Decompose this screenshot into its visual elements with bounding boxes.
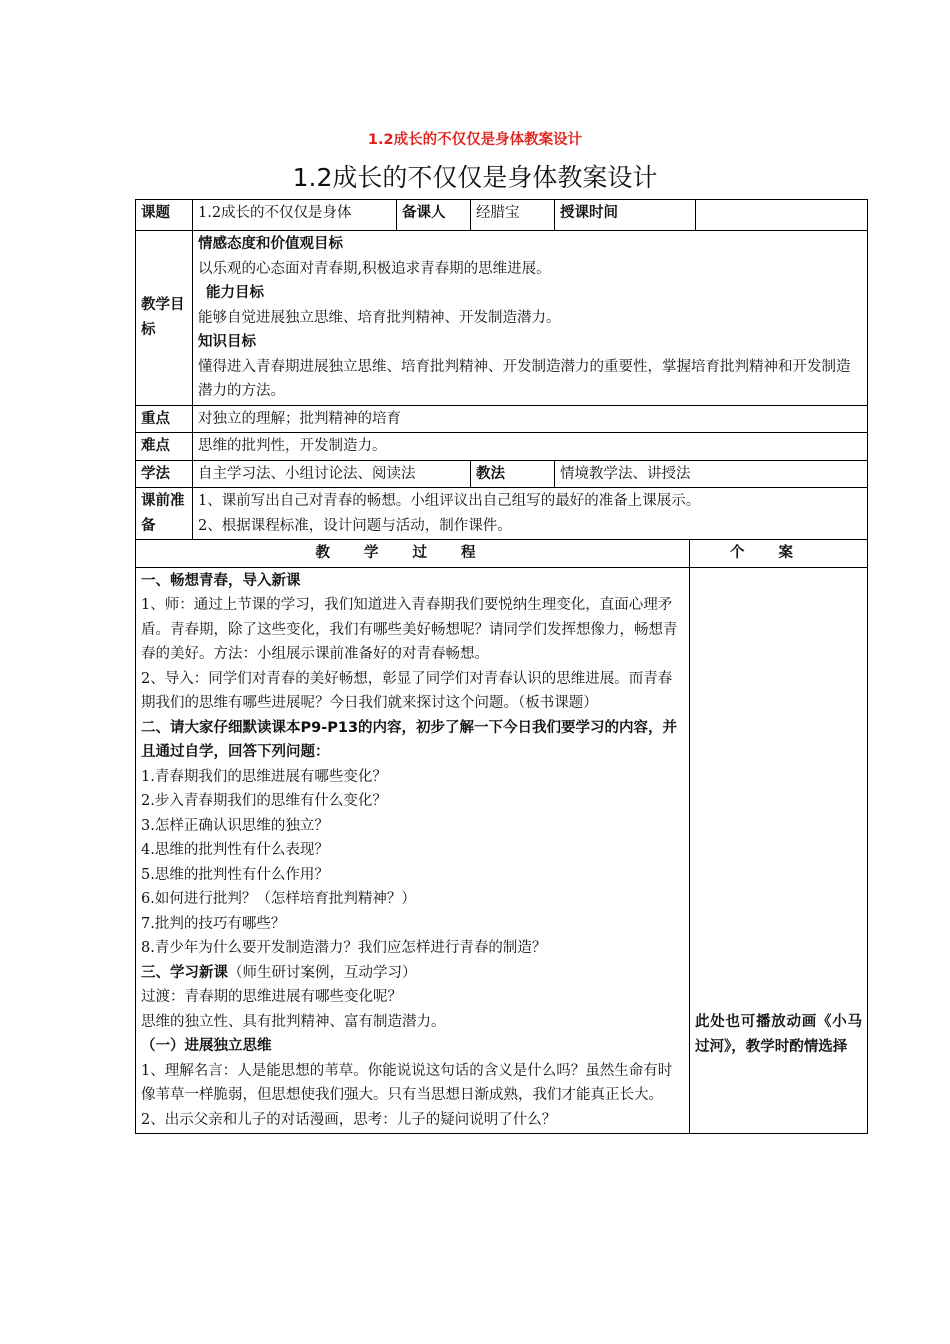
question-4: 4.思维的批判性有什么表现？ [141, 842, 329, 858]
study-method-label: 学法 [136, 460, 193, 488]
question-2: 2.步入青春期我们的思维有什么变化？ [141, 793, 387, 809]
knowledge-goal-title: 知识目标 [198, 334, 256, 350]
ability-goal-text: 能够自觉进展独立思维、培育批判精神、开发制造潜力。 [198, 309, 561, 326]
question-1: 1.青春期我们的思维进展有哪些变化？ [141, 768, 387, 785]
question-8: 8.青少年为什么要开发制造潜力？我们应怎样进行青春的制造？ [141, 940, 547, 956]
process-row [136, 567, 868, 1134]
teach-method-label: 教法 [471, 460, 555, 488]
topic-label: 课题 [136, 200, 193, 231]
emotion-goal-text: 以乐观的心态面对青春期,积极追求青春期的思维进展。 [198, 260, 551, 277]
ability-goal-title: 能力目标 [206, 285, 264, 301]
header-small-title: 1.2成长的不仅仅是身体教案设计 [367, 132, 583, 148]
topic-value: 1.2成长的不仅仅是身体 [193, 200, 397, 231]
process-content [136, 567, 690, 1134]
prep-row [136, 488, 868, 540]
prep-content [193, 488, 868, 540]
prep-line-1: 1、课前写出自己对青春的畅想。小组评议出自己组写的最好的准备上课展示。 [198, 493, 701, 509]
section-3-heading [141, 961, 684, 986]
page-title: 1.2成长的不仅仅是身体教案设计 [292, 163, 658, 192]
goals-row [136, 231, 868, 406]
question-6: 6.如何进行批判？（怎样培育批判精神？） [141, 891, 416, 907]
info-row [136, 200, 868, 231]
case-note: 此处也可播放动画《小马过河》，教学时酌情选择 [690, 567, 868, 1134]
key-row [136, 405, 868, 433]
section-3-paragraph-1: 过渡：青春期的思维进展有哪些变化呢？ [141, 989, 402, 1005]
method-row [136, 460, 868, 488]
difficulty-text: 思维的批判性，开发制造力。 [193, 433, 868, 461]
time-value [696, 200, 868, 231]
section-1-title: 一、畅想青春，导入新课 [141, 572, 301, 589]
section-3-paragraph-3: 1、理解名言：人是能思想的苇草。你能说说这句话的含义是什么吗？虽然生命有时像苇草一样脆弱，但思想使我们强大。只有当思想日渐成熟，我们才能真正长大。 [141, 1062, 673, 1103]
time-label: 授课时间 [555, 200, 696, 231]
section-3-note: （师生研讨案例，互动学习） [228, 964, 417, 981]
question-7: 7.批判的技巧有哪些？ [141, 915, 286, 932]
difficulty-label: 难点 [136, 433, 193, 461]
prep-label: 课前准备 [136, 488, 193, 540]
prep-line-2: 2、根据课程标准，设计问题与活动，制作课件。 [198, 517, 512, 534]
section-3-title: 三、学习新课 [141, 964, 228, 981]
study-method-text: 自主学习法、小组讨论法、阅读法 [193, 460, 471, 488]
section-3-paragraph-4: 2、出示父亲和儿子的对话漫画，思考：儿子的疑问说明了什么？ [141, 1111, 557, 1128]
section-1-paragraph-2: 2、导入：同学们对青春的美好畅想，彰显了同学们对青春认识的思维进展。而青春期我们的思维有哪些进展呢？今日我们就来探讨这个问题。（板书课题） [141, 670, 673, 711]
question-3: 3.怎样正确认识思维的独立？ [141, 817, 329, 834]
process-header-row [136, 540, 868, 568]
emotion-goal-title: 情感态度和价值观目标 [198, 236, 343, 252]
goals-content [193, 231, 868, 406]
key-label: 重点 [136, 405, 193, 433]
goals-label: 教学目标 [136, 231, 193, 406]
difficulty-row [136, 433, 868, 461]
teach-method-text: 情境教学法、讲授法 [555, 460, 868, 488]
preparer-value: 经腊宝 [471, 200, 555, 231]
key-text: 对独立的理解；批判精神的培育 [193, 405, 868, 433]
section-1-paragraph-1: 1、师：通过上节课的学习，我们知道进入青春期我们要悦纳生理变化，直面心理矛盾。青春期，除了这些变化，我们有哪些美好畅想呢？请同学们发挥想像力，畅想青春的美好。方法：小组展示课前准备好的对青春畅想。 [141, 597, 678, 662]
section-2-title: 二、请大家仔细默读课本P9-P13的内容，初步了解一下今日我们要学习的内容，并且通过自学，回答下列问题： [141, 719, 678, 760]
lesson-plan-table [135, 199, 868, 1134]
section-3-subtitle: （一）进展独立思维 [141, 1038, 272, 1054]
process-header: 教学过程 [136, 540, 690, 568]
question-5: 5.思维的批判性有什么作用？ [141, 866, 329, 883]
preparer-label: 备课人 [397, 200, 471, 231]
case-header: 个案 [690, 540, 868, 568]
knowledge-goal-text: 懂得进入青春期进展独立思维、培育批判精神、开发制造潜力的重要性，掌握培育批判精神和开发制造潜力的方法。 [198, 358, 851, 399]
section-3-paragraph-2: 思维的独立性、具有批判精神、富有制造潜力。 [141, 1013, 446, 1030]
